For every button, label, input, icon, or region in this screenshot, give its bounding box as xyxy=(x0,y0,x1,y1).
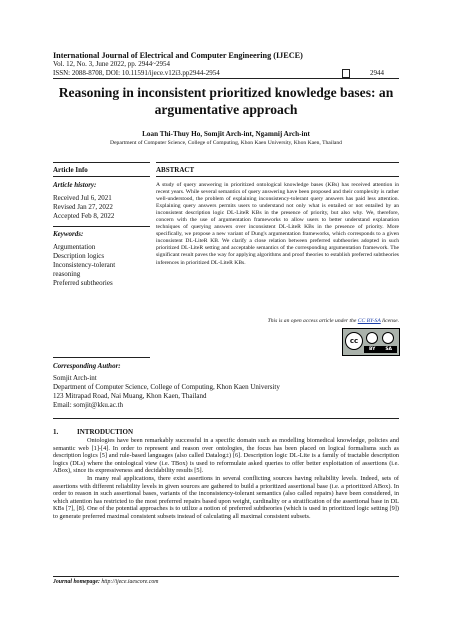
history-received: Received Jul 6, 2021 xyxy=(53,194,112,202)
journal-homepage-url[interactable]: http://ijece.iaescore.com xyxy=(101,579,159,585)
abstract-sub-rule xyxy=(156,176,399,177)
keyword-item: reasoning xyxy=(53,270,81,278)
corresponding-author-email[interactable]: Email: somjit@kku.ac.th xyxy=(53,401,124,409)
corresponding-author-heading: Corresponding Author: xyxy=(53,362,121,370)
corresponding-author-bottom-rule xyxy=(53,418,399,419)
page-number: 2944 xyxy=(370,69,384,77)
journal-volume: Vol. 12, No. 3, June 2022, pp. 2944~2954 xyxy=(53,60,171,68)
history-revised: Revised Jan 27, 2022 xyxy=(53,203,113,211)
abstract-heading: ABSTRACT xyxy=(156,166,195,174)
paper-affiliation: Department of Computer Science, College of Computing, Khon Kaen University, Khon Kaen, Thailand xyxy=(110,140,342,146)
keywords-heading: Keywords: xyxy=(53,230,84,238)
journal-homepage-label: Journal homepage xyxy=(53,579,98,585)
keywords-rule xyxy=(53,226,150,227)
article-history-heading: Article history: xyxy=(53,181,97,189)
share-alike-icon xyxy=(382,332,394,344)
keyword-item: Description logics xyxy=(53,252,105,260)
introduction-paragraph-2: In many real applications, there exist assertions in several conflicting sources having reliability levels. Indeed, sets of assertions with different reliability levels in given sources are gathered to build a prioritized assertional base (i.e. a prioritized ABox). In order to reason in such assertional bases, variants of the inconsistency-tolerant semantics (also called repairs) have been considered, in which attention has restricted to the most preferred repairs based upon weight, cardinality or a stratification of the assertional base in DL KBs [7], [8]. One of the potential approaches is to utilize a notion of preferred subtheories (which is used in prioritized logic setting [9]) to generate preferred maximal consistent subsets instead of calculating all maximal consistent subsets. xyxy=(53,474,399,520)
corresponding-author-address: 123 Mitrapad Road, Nai Muang, Khon Kaen, Thailand xyxy=(53,392,207,400)
corresponding-author-rule xyxy=(53,357,150,358)
footer-rule xyxy=(53,576,399,577)
article-info-heading: Article Info xyxy=(53,166,88,174)
section-title: INTRODUCTION xyxy=(77,428,134,436)
introduction-paragraph-1: Ontologies have been remarkably successful in a specific domain such as modelling biomedical knowledge, policies and semantic web [1]-[4]. In order to represent and reason over ontologies, the focus has been placed on logical formalisms such as description logics [5] and rule-based languages (also called Datalog±) [6]. Description logic DL-Lite is a family of tractable description logics (DLs) where the ontological view (i.e. TBox) is used to reformulate asked queries to offer better exploitation of assertions (i.e. ABox), since its expressiveness and decidability results [5]. xyxy=(53,437,399,475)
cc-icon: cc xyxy=(345,332,363,350)
journal-homepage: Journal homepage: http://ijece.iaescore.com xyxy=(53,579,159,585)
cc-sa-label: SA xyxy=(385,347,393,352)
cc-by-label: BY xyxy=(368,347,376,352)
abstract-top-rule xyxy=(156,162,399,163)
keyword-item: Preferred subtheories xyxy=(53,279,113,287)
corresponding-author-department: Department of Computer Science, College of Computing, Khon Kaen University xyxy=(53,383,280,391)
article-info-sub-rule xyxy=(53,176,150,177)
section-number: 1. xyxy=(53,428,59,436)
license-suffix: license. xyxy=(380,318,399,324)
cc-badge-labels xyxy=(364,346,397,353)
history-accepted: Accepted Feb 8, 2022 xyxy=(53,212,115,220)
header-rule xyxy=(53,78,399,79)
keyword-item: Argumentation xyxy=(53,243,96,251)
journal-issn-doi: ISSN: 2088-8708, DOI: 10.11591/ijece.v12i3.pp2944-2954 xyxy=(53,69,220,77)
corresponding-author-name: Somjit Arch-int xyxy=(53,374,97,382)
paper-authors: Loan Thi-Thuy Ho, Somjit Arch-int, Ngamnij Arch-int xyxy=(142,130,310,138)
introduction-body xyxy=(53,437,399,521)
article-info-top-rule xyxy=(53,162,150,163)
journal-title: International Journal of Electrical and Computer Engineering (IJECE) xyxy=(53,51,303,60)
section-heading-introduction xyxy=(53,428,133,436)
keyword-item: Inconsistency-tolerant xyxy=(53,261,116,269)
license-prefix: This is an open access article under the xyxy=(267,318,358,324)
paper-title xyxy=(53,84,399,118)
by-person-icon xyxy=(366,332,378,344)
cc-by-sa-logo[interactable] xyxy=(342,328,400,356)
page-icon xyxy=(342,69,350,78)
license-link[interactable]: CC BY-SA xyxy=(357,318,381,324)
paper-title-line2: argumentative approach xyxy=(154,102,298,117)
license-note xyxy=(156,318,399,324)
abstract-text: A study of query answering in prioritized ontological knowledge bases (KBs) has received attention in recent years. While several semantics of query answering have been proposed and their complexity is rather well-understood, the problem of explaining inconsistency-tolerant query answers has paid less attention. Explaining query answers permits users to understand not only what is entailed or not entailed by an inconsistent description logic DL-LiteR KBs in the presence of priority, but also why. We, therefore, concern with the use of argumentation frameworks to allow users to better understand explanation techniques of querying answers over inconsistent DL-LiteR KBs in the presence of priority. More specifically, we propose a new variant of Dung's argumentation frameworks, which corresponds to a given inconsistent DL-LiteR KB. We clarify a close relation between preferred subtheories adopted in such prioritized DL-LiteR setting and acceptable semantics of the corresponding argumentation framework. The significant result paves the way for applying algorithms and proof theories to establish preferred subtheories inferences in prioritized DL-LiteR KBs. xyxy=(156,182,399,266)
paper-title-line1: Reasoning in inconsistent prioritized knowledge bases: an xyxy=(58,85,394,100)
